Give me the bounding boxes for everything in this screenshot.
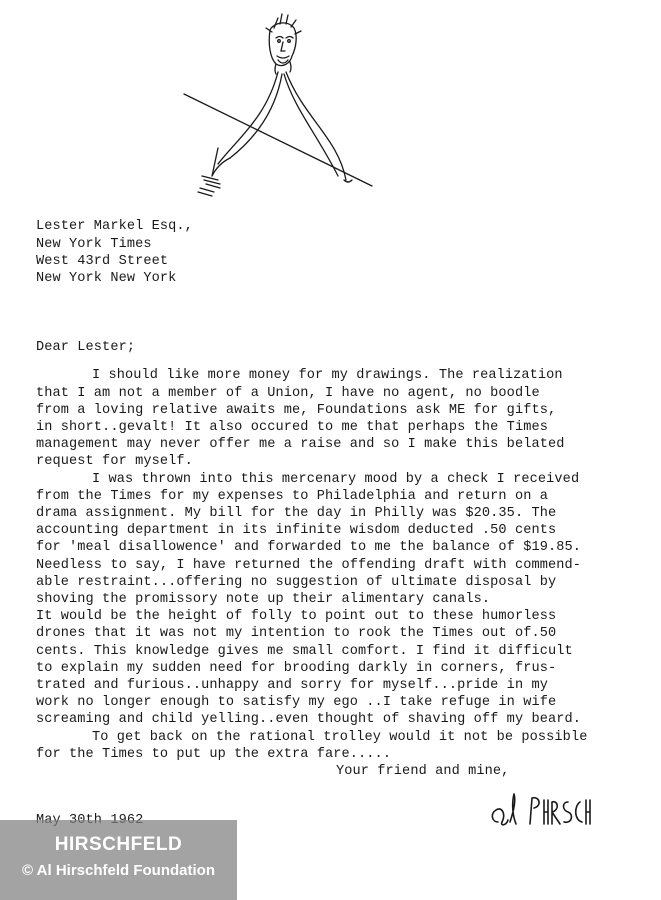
watermark-title: HIRSCHFELD: [54, 834, 183, 855]
body-line: screaming and child yelling..even thought of shaving off my beard.: [36, 712, 581, 727]
body-line: for 'meal disallowence' and forwarded to me the balance of $19.85.: [36, 540, 581, 555]
body-line: Needless to say, I have returned the offending draft with commend-: [36, 558, 581, 573]
body-line: shoving the promissory note up their alimentary canals.: [36, 592, 491, 607]
body-line: request for myself.: [36, 454, 193, 469]
body-line: accounting department in its infinite wisdom deducted .50 cents: [36, 523, 557, 538]
letterhead-caricature: [178, 8, 378, 198]
body-line: able restraint...offering no suggestion of ultimate disposal by: [36, 575, 557, 590]
body-line: It would be the height of folly to point out to these humorless: [36, 609, 557, 624]
signature-drawing: [484, 784, 594, 834]
body-line: work no longer enough to satisfy my ego ..I take refuge in wife: [36, 695, 557, 710]
watermark-credit: © Al Hirschfeld Foundation: [22, 862, 215, 879]
body-line: management may never offer me a raise and so I make this belated: [36, 437, 565, 452]
address-line-1: Lester Markel Esq.,: [36, 219, 193, 234]
address-line-3: West 43rd Street: [36, 254, 169, 269]
body-line: To get back on the rational trolley would it not be possible: [92, 730, 588, 745]
address-line-4: New York New York: [36, 271, 177, 286]
body-line: I should like more money for my drawings. The realization: [92, 368, 563, 383]
salutation: Dear Lester;: [36, 340, 136, 355]
body-line: that I am not a member of a Union, I have no agent, no boodle: [36, 386, 540, 401]
body-line: trated and furious..unhappy and sorry for myself...pride in my: [36, 678, 548, 693]
body-line: to explain my sudden need for brooding darkly in corners, frus-: [36, 661, 557, 676]
body-line: drones that it was not my intention to rook the Times out of.50: [36, 626, 557, 641]
body-line: cents. This knowledge gives me small comfort. I find it difficult: [36, 644, 573, 659]
body-line: from a loving relative awaits me, Foundations ask ME for gifts,: [36, 403, 557, 418]
body-line: drama assignment. My bill for the day in Philly was $20.35. The: [36, 506, 557, 521]
copyright-watermark: [0, 820, 237, 900]
body-line: I was thrown into this mercenary mood by a check I received: [92, 472, 580, 487]
body-line: from the Times for my expenses to Philadelphia and return on a: [36, 489, 548, 504]
closing: Your friend and mine,: [336, 764, 510, 779]
body-line: in short..gevalt! It also occured to me that perhaps the Times: [36, 420, 548, 435]
address-line-2: New York Times: [36, 237, 152, 252]
body-line: for the Times to put up the extra fare.....: [36, 747, 392, 762]
